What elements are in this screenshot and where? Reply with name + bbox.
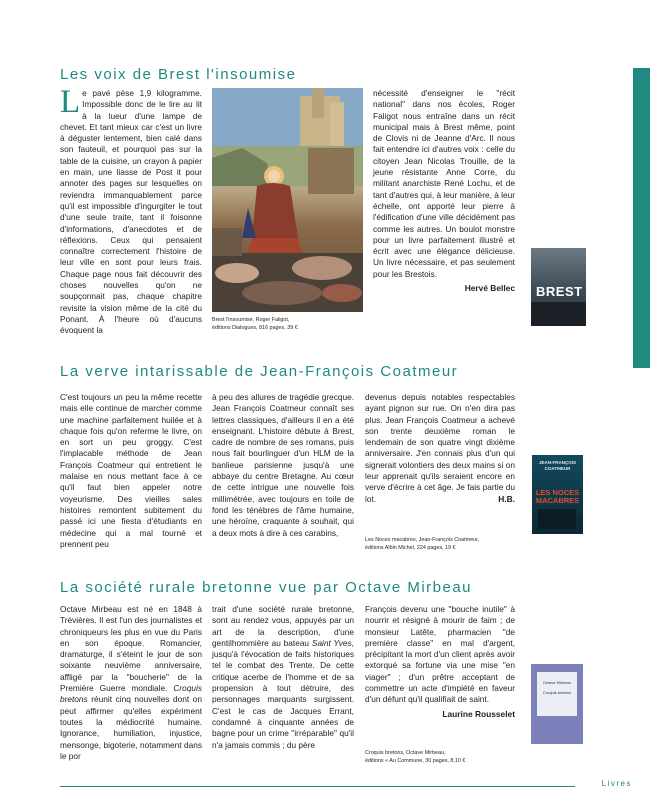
section-title-mirbeau: La société rurale bretonne vue par Octave Mirbeau bbox=[60, 579, 473, 596]
footer-rule bbox=[60, 786, 575, 787]
book-cover-croquis-bretons: Octave Mirbeau Croquis bretons bbox=[531, 664, 583, 744]
book-cover-brest: BREST bbox=[531, 248, 586, 326]
article-brest-col2: nécessité d'enseigner le "récit national" dans nos écoles, Roger Faligot nous entraîne dans un récit municipal mais à Brest même, point de Clovis ni de Jeanne d'Arc. Il nous fait entendre ici d'autres voix : celle du citoyen Jean Nicolas Trouille, de la jeune résistante Anne Corre, du militant anarchiste René Lochu, et de tant d'autres qui, à leur manière, à leur échelle, ont apporté leur pierre à l'édification d'une ville décidément pas comme les autres. Un boulot monstre pour un livre parfaitement illustré et écrit avec une élégance délicieuse. Un livre nécessaire, et pas seulement pour les Brestois. Hervé Bellec bbox=[373, 88, 515, 294]
footer-section-label: Livres bbox=[601, 779, 632, 788]
dropcap: L bbox=[60, 84, 81, 120]
section-title-brest: Les voix de Brest l'insoumise bbox=[60, 66, 297, 83]
book-cover-noces-macabres: JEAN-FRANÇOIS COATMEUR LES NOCES MACABRES bbox=[532, 455, 583, 534]
section-tab-marker bbox=[633, 68, 650, 368]
article-mirbeau-col3: François devenu une "bouche inutile" à nourrir et résigné à mourir de faim ; de monsieur Latête, pharmacien "de première classe" en mal d'argent, précipitant la mort d'un client après avoir extorqué sa fortune via une mise "en viager" ; d'un prêtre acceptant de commettre un acte d'impiété en faveur d'un défunt qu'il qualifiait de saint. Laurine Rousselet bbox=[365, 604, 515, 719]
painting-illustration bbox=[212, 88, 363, 312]
article-mirbeau-col1: Octave Mirbeau est né en 1848 à Trévières. Il est l'un des journalistes et chroniqueurs les plus en vue du Paris en son époque. Romancier, dramaturge, il s'éteint le jour de son soixante neuvième anniversaire, affligé par la "boucherie" de la Première Guerre mondiale. Croquis bretons réunit cinq nouvelles dont on peut affirmer qu'elles expériment toutes la médiocrité humaine. Ignorance, humiliation, injustice, mensonge, bigoterie, notamment dans le por bbox=[60, 604, 202, 761]
book-credit: Brest l'insoumise, Roger Faligot, éditions Dialogues, 816 pages, 39 € bbox=[212, 317, 298, 331]
book-credit: Les Noces macabres, Jean-François Coatmeur, éditions Albin Michel, 224 pages, 19 € bbox=[365, 537, 480, 551]
article-coatmeur-col2: à peu des allures de tragédie grecque. Jean François Coatmeur connaît ses lettres classiques, d'ailleurs il en a été enseignant. L'histoire débute à Brest, cadre de nombre de ses romans, puis nous fait bourlinguer d'un HLM de la banlieue parisienne jusqu'à une abbaye du centre Bretagne. Au cœur de cette intrigue une nouvelle fois millimétrée, avec toujours en toile de fond les ténèbres de l'âme humaine, une héroïne, craquante à souhait, qui a deux mots à dire à ces carabins, bbox=[212, 392, 354, 538]
article-coatmeur-col1: C'est toujours un peu la même recette mais elle continue de marcher comme une machine parfaitement huilée et à chaque fois qu'on referme le livre, on en sort un peu groggy. C'est l'implacable méthode de Jean François Coatmeur qui entretient le malaise en nous mettant face à ce qu'il faut bien appeler notre voyeurisme. Des vieilles sales histoires remontent subitement du passé ici une fiesta d'étudiants en médecine qui a mal tourné et prennent peu bbox=[60, 392, 202, 549]
author-signature: Hervé Bellec bbox=[464, 283, 515, 294]
article-mirbeau-col2: trait d'une société rurale bretonne, sont au rendez vous, appuyés par un art de la description, d'une gentilhommière au bateau Saint Yves, jusqu'à l'évocation de faits historiques tel le combat des Trente. De cette critique acerbe de l'homme et de sa propension à tout détruire, des personnages marquants surgissent. C'est le cas de Jacques Errant, condamné à cinquante années de bagne pour un crime "irréparable" qu'il n'a jamais commis ; du père bbox=[212, 604, 354, 750]
author-signature: H.B. bbox=[498, 493, 515, 504]
author-signature: Laurine Rousselet bbox=[442, 708, 515, 719]
book-credit: Croquis bretons, Octave Mirbeau, éditions « Au Commune, 30 pages, 8,10 € bbox=[365, 750, 466, 764]
section-title-coatmeur: La verve intarissable de Jean-François Coatmeur bbox=[60, 363, 459, 380]
article-brest-col1: Le pavé pèse 1,9 kilogramme. Impossible donc de le lire au lit à la lueur d'une lampe de chevet. Et tant mieux car c'est un livre à déguster lentement, bien calé dans son fauteuil, et pourquoi pas sur la table de la cuisine, un crayon à papier en main, une liasse de Post it pour annoter des pages sur lesquelles on reviendra immanquablement parce qu'il est impossible d'ingurgiter le tout d'une seule traite, tant il foisonne d'informations, d'anecdotes et de réflexions. Ceux qui pensaient connaître correctement l'histoire de leur ville en sont pour leurs frais. Chaque page nous fait découvrir des choses nouvelles qu'on ne soupçonnait pas, chaque chapitre revisite la vision même de la cité du Ponant. À l'heure où d'aucuns évoquent la bbox=[60, 84, 202, 336]
article-coatmeur-col3: devenus depuis notables respectables ayant pignon sur rue. On n'en dira pas plus. Jean François Coatmeur a achevé son trente deuxième roman le lendemain de son quatre vingt dixième anniversaire. J'en connais plus d'un qui signerait volontiers des deux mains si on leur apprenait qu'ils seraient encore en verve d'écrire à cet âge. Je fais partie du lot. H.B. bbox=[365, 392, 515, 504]
